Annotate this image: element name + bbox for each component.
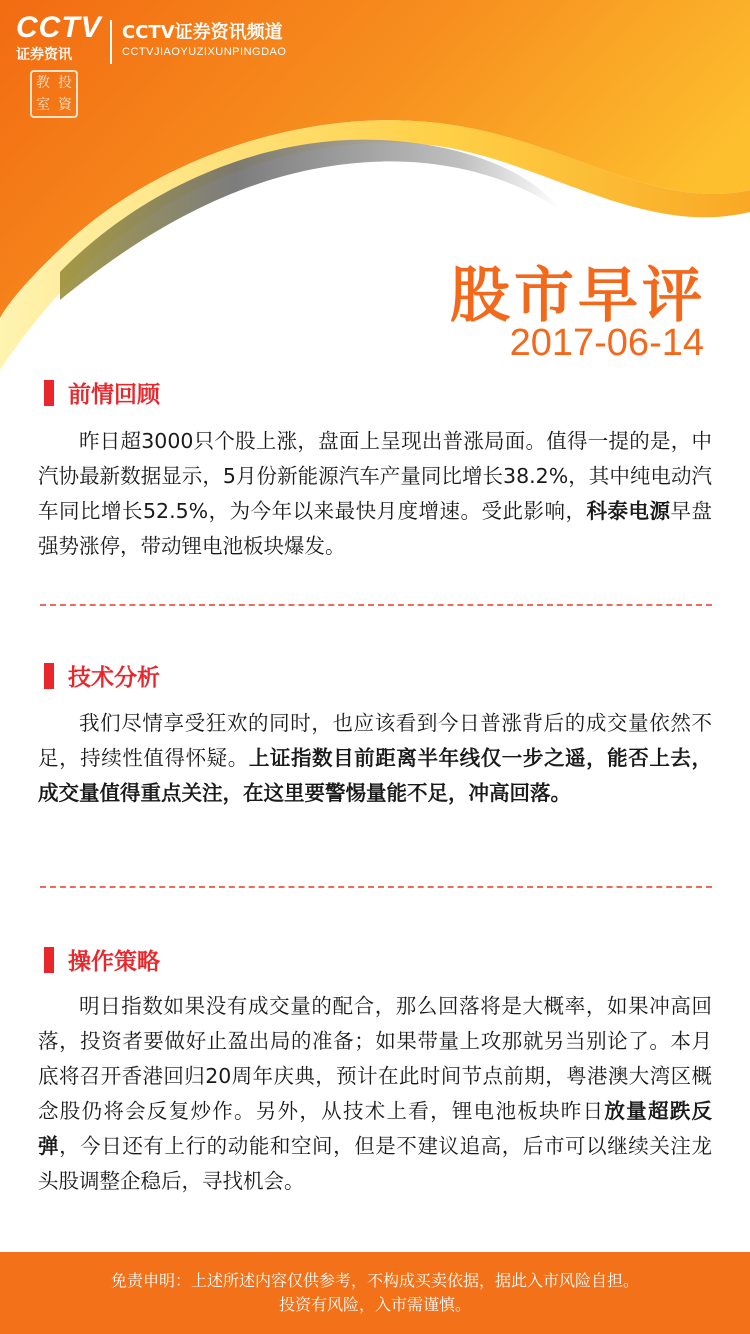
channel-name: CCTV证券资讯频道 — [122, 22, 283, 43]
body-text: 我们尽情享受狂欢的同时，也应该看到今日普涨背后的成交量依然不足，持续性值得怀疑。 — [38, 711, 712, 770]
section-marker — [44, 663, 54, 689]
disclaimer-footer — [0, 1252, 750, 1334]
risk-warning-line: 投资有风险，入市需谨慎。 — [278, 1295, 471, 1314]
section-body-strategy — [38, 989, 712, 1199]
section-heading-analysis — [44, 659, 160, 692]
section-divider — [40, 886, 712, 888]
seal-char: 資 — [58, 97, 72, 113]
section-heading-strategy — [44, 943, 160, 976]
page-title: 股市早评 — [450, 261, 706, 331]
disclaimer-line: 免责申明：上述所述内容仅供参考，不构成买卖依据，据此入市风险自担。 — [110, 1271, 639, 1290]
seal-char: 教 — [36, 75, 50, 91]
channel-pinyin: CCTVJIAOYUZIXUNPINGDAO — [122, 46, 287, 58]
seal-char: 室 — [36, 97, 50, 113]
body-bold-text: 科泰电源 — [586, 499, 671, 523]
body-text: 早盘强势涨停，带动锂电池板块爆发。 — [38, 499, 713, 558]
cctv-logo — [16, 12, 108, 64]
body-bold-text: 放量超跌反弹 — [38, 1099, 713, 1158]
section-marker — [44, 380, 54, 406]
cctv-logo-subtitle: 证券资讯 — [16, 47, 72, 63]
body-bold-text: 上证指数目前距离半年线仅一步之遥，能否上去，成交量值得重点关注，在这里要警惕量能不足，冲高回落。 — [38, 746, 713, 805]
section-heading-review — [44, 376, 160, 409]
section-title: 技术分析 — [68, 665, 160, 691]
body-text: 明日指数如果没有成交量的配合，那么回落将是大概率，如果冲高回落，投资者要做好止盈出局的准备；如果带量上攻那就另当别论了。本月底将召开香港回归20周年庆典，预计在此时间节点前期，粤港澳大湾区概念股仍将会反复炒作。另外，从技术上看，锂电池板块昨日 — [38, 994, 712, 1123]
body-text: ，今日还有上行的动能和空间，但是不建议追高，后市可以继续关注龙头股调整企稳后，寻找机会。 — [38, 1134, 713, 1193]
body-text: 昨日超3000只个股上涨，盘面上呈现出普涨局面。值得一提的是，中汽协最新数据显示，5月份新能源汽车产量同比增长38.2%，其中纯电动汽车同比增长52.5%，为今年以来最快月度增速。受此影响， — [38, 429, 712, 523]
section-marker — [44, 947, 54, 973]
cctv-logo-text: CCTV — [16, 11, 102, 44]
logo-divider — [110, 20, 112, 64]
page-date: 2017-06-14 — [509, 322, 704, 364]
section-divider — [40, 604, 712, 606]
section-title: 操作策略 — [68, 949, 160, 975]
seal-char: 投 — [58, 75, 72, 91]
seal-stamp — [30, 70, 78, 118]
section-body-review — [38, 424, 712, 564]
section-title: 前情回顾 — [68, 382, 160, 408]
section-body-analysis — [38, 706, 712, 811]
